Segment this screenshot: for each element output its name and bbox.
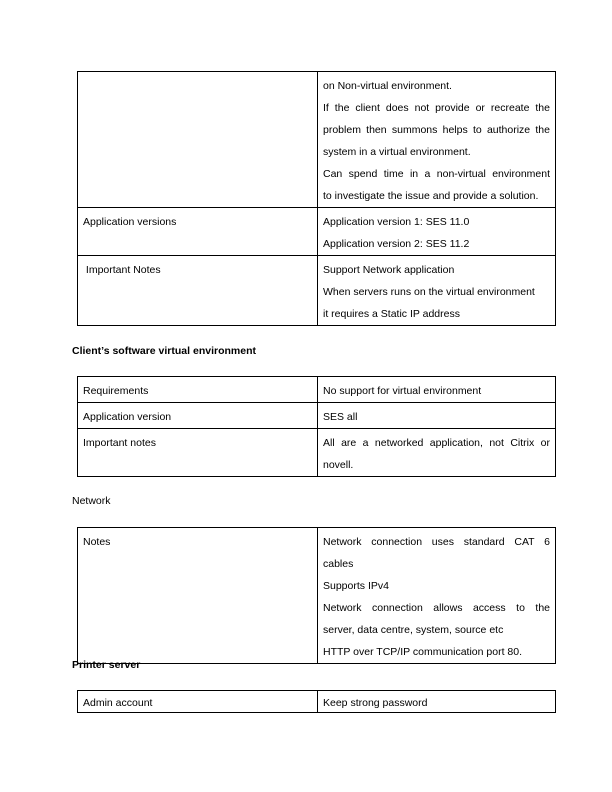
cell-text: Can spend time in a non-virtual environment — [323, 168, 550, 180]
cell-text: cables — [323, 558, 354, 570]
table-cell-right — [318, 528, 556, 664]
table-row — [78, 256, 556, 326]
heading-client-software: Client’s software virtual environment — [72, 345, 256, 357]
cell-text: Application version 1: SES 11.0 — [323, 216, 470, 228]
cell-text: to investigate the issue and provide a solution. — [323, 190, 539, 202]
table-cell-right — [318, 429, 556, 477]
table-row — [78, 528, 556, 664]
cell-text: novell. — [323, 459, 354, 471]
table-cell-left — [78, 256, 318, 326]
heading-printer-server: Printer server — [72, 659, 141, 671]
cell-text: Keep strong password — [323, 697, 428, 709]
table-cell-left: Notes — [78, 528, 318, 664]
table-printer-server — [77, 690, 556, 713]
table-cell-right — [318, 208, 556, 256]
table-cell-left: Application versions — [78, 208, 318, 256]
table-cell-right — [318, 403, 556, 429]
cell-text: SES all — [323, 411, 358, 423]
cell-text: on Non-virtual environment. — [323, 80, 452, 92]
cell-text: Supports IPv4 — [323, 580, 389, 592]
cell-text: All are a networked application, not Citrix or — [323, 437, 550, 449]
table-row — [78, 72, 556, 208]
table-row — [78, 429, 556, 477]
cell-text: No support for virtual environment — [323, 385, 482, 397]
cell-text: problem then summons helps to authorize the — [323, 124, 550, 136]
cell-text: If the client does not provide or recreate the — [323, 102, 550, 114]
cell-text: Important Notes — [83, 264, 161, 276]
table-row — [78, 691, 556, 713]
table-row — [78, 208, 556, 256]
table-cell-left: Admin account — [78, 691, 318, 713]
table-virtual-environment — [77, 71, 556, 326]
cell-text: Network connection allows access to the — [323, 602, 550, 614]
cell-text: it requires a Static IP address — [323, 308, 460, 320]
cell-text: Network connection uses standard CAT 6 — [323, 536, 550, 548]
table-cell-left — [78, 72, 318, 208]
table-cell-left: Requirements — [78, 377, 318, 403]
table-cell-left: Application version — [78, 403, 318, 429]
table-network — [77, 527, 556, 664]
heading-network: Network — [72, 495, 111, 507]
table-cell-right — [318, 256, 556, 326]
table-cell-right — [318, 377, 556, 403]
table-row — [78, 403, 556, 429]
cell-text: HTTP over TCP/IP communication port 80. — [323, 646, 522, 658]
cell-text: Application version 2: SES 11.2 — [323, 238, 470, 250]
table-client-software — [77, 376, 556, 477]
cell-text: system in a virtual environment. — [323, 146, 471, 158]
table-cell-left: Important notes — [78, 429, 318, 477]
table-cell-right — [318, 72, 556, 208]
cell-text: Support Network application — [323, 264, 455, 276]
table-cell-right — [318, 691, 556, 713]
cell-text: When servers runs on the virtual environment — [323, 286, 535, 298]
table-row — [78, 377, 556, 403]
cell-text: server, data centre, system, source etc — [323, 624, 504, 636]
